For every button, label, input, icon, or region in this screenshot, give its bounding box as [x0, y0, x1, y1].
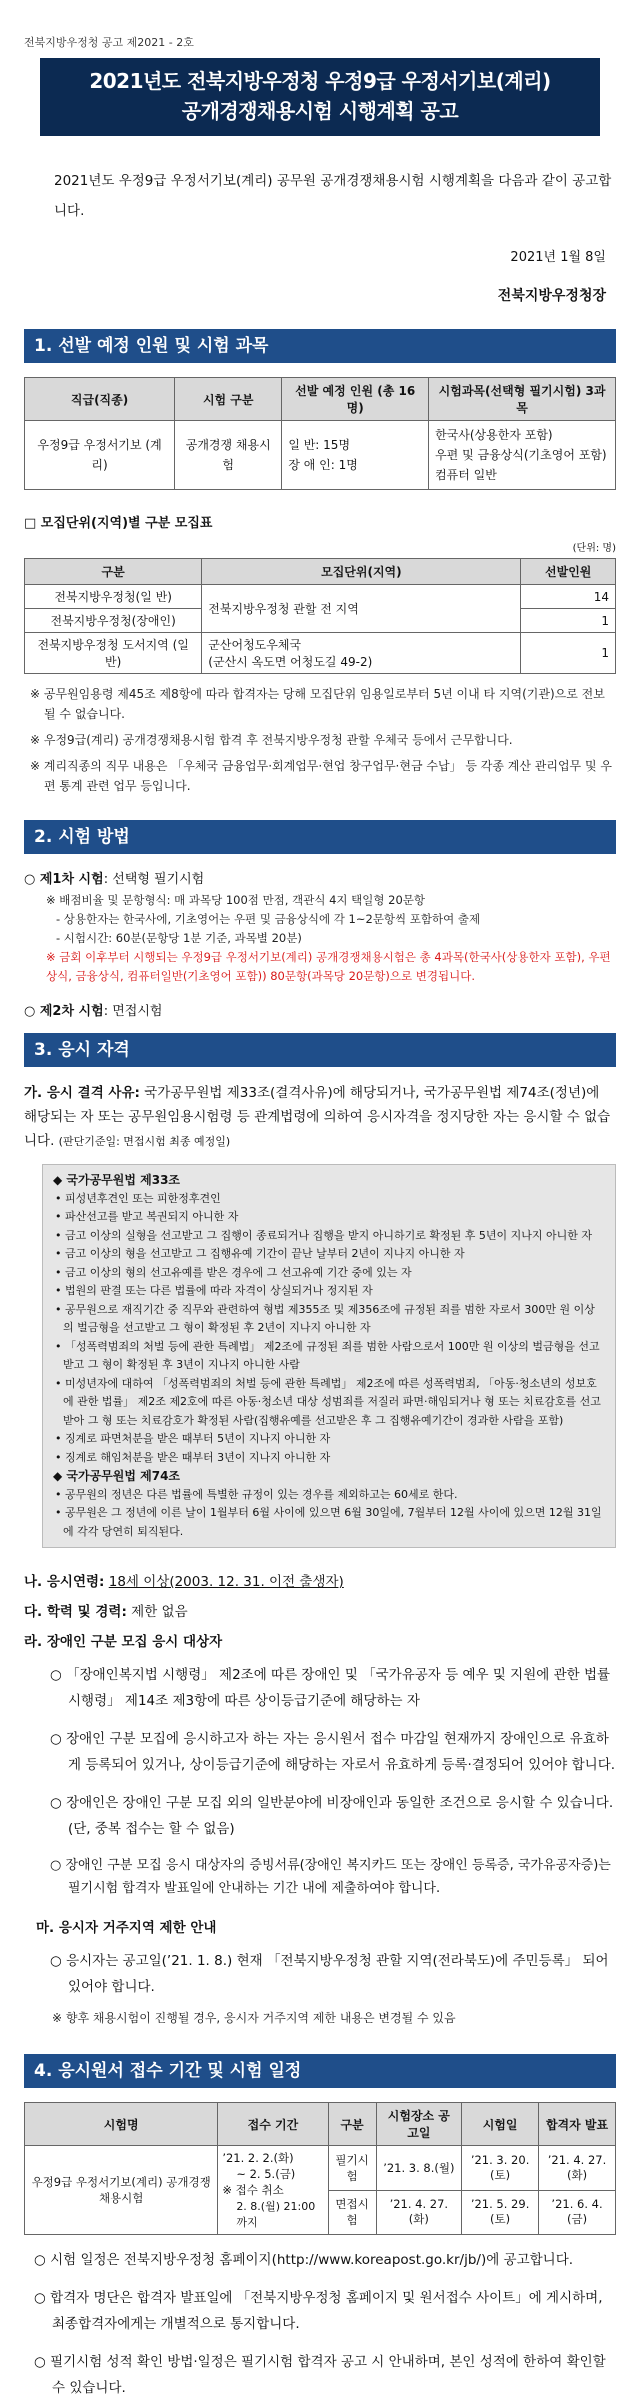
title-line-1: 2021년도 전북지방우정청 우정9급 우정서기보(계리) — [89, 69, 551, 93]
title-line-2: 공개경쟁채용시험 시행계획 공고 — [181, 99, 459, 123]
interview-type: 면접시험 — [328, 2190, 376, 2235]
second-exam — [24, 1000, 616, 1019]
th-exam-name: 시험명 — [25, 2103, 218, 2146]
law-item: • 금고 이상의 형을 선고받고 그 집행유예 기간이 끝난 날부터 2년이 지나지 아니한 자 — [55, 1247, 465, 1260]
th-subjects: 시험과목(선택형 필기시험) 3과목 — [429, 378, 616, 421]
disqualification-basis: (판단기준일: 면접시험 최종 예정일) — [58, 1135, 231, 1148]
row2-count: 1 — [521, 609, 616, 633]
age-requirement — [24, 1570, 616, 1590]
first-exam-label: ○ 제1차 시험 — [24, 872, 104, 887]
row12-region: 전북지방우정청 관할 전 지역 — [202, 585, 521, 633]
law-74-heading: ◆ 국가공무원법 제74조 — [53, 1469, 181, 1483]
cell-exam-type: 공개경쟁 채용시험 — [175, 421, 282, 490]
first-exam-text: : 선택형 필기시험 — [103, 872, 205, 887]
th-grade: 직급(직종) — [25, 378, 175, 421]
notice-date: 2021년 1월 8일 — [510, 250, 606, 265]
schedule-bullet-2: ○ 합격자 명단은 합격자 발표일에 「전북지방우정청 홈페이지 및 원서접수 사이트」에 게시하며, 최종합격자에게는 개별적으로 통지합니다. — [34, 2290, 603, 2332]
row3-region — [202, 633, 521, 674]
th-venue-date: 시험장소 공고일 — [376, 2103, 462, 2146]
residence-item: ○ 응시자는 공고일(’21. 1. 8.) 현재 「전북지방우정청 관할 지역(전라북도)에 주민등록」 되어 있어야 합니다. — [50, 1953, 609, 1995]
law-item: • 법원의 판결 또는 다른 법률에 따라 자격이 상실되거나 정지된 자 — [55, 1284, 373, 1297]
note-1: ※ 공무원임용령 제45조 제8항에 따라 합격자는 당해 모집단위 임용일로부터 5년 이내 타 지역(기관)으로 전보될 수 없습니다. — [30, 687, 605, 721]
row3-region-name: 군산어청도우체국 — [208, 638, 302, 652]
th-region: 모집단위(지역) — [202, 559, 521, 585]
section-1-title: 1. 선발 예정 인원 및 시험 과목 — [24, 329, 616, 363]
age-text: 18세 이상(2003. 12. 31. 이전 출생자) — [108, 1574, 344, 1590]
residence-note: ※ 향후 채용시험이 진행될 경우, 응시자 거주지역 제한 내용은 변경될 수 있음 — [52, 2011, 456, 2025]
unit-label: (단위: 명) — [572, 543, 616, 554]
education-requirement — [24, 1600, 616, 1620]
period-cancel-date: 2. 8.(월) 21:00까지 — [236, 2200, 316, 2229]
disabled-heading: 라. 장애인 구분 모집 응시 대상자 — [24, 1634, 223, 1650]
schedule-bullet-1: ○ 시험 일정은 전북지방우정청 홈페이지(http://www.koreapost.go.kr/jb/)에 공고합니다. — [34, 2252, 574, 2268]
th-category: 구분 — [25, 559, 202, 585]
disqualification-text: 국가공무원법 제33조(결격사유)에 해당되거나, 국가공무원법 제74조(정년)에 해당되는 자 또는 공무원임용시험령 등 관계법령에 의하여 응시자격을 정지당한 자는 응시할 수 없습니다. — [24, 1085, 611, 1149]
title-banner — [40, 58, 600, 136]
age-label: 나. 응시연령: — [24, 1574, 105, 1590]
law-item: • 파산선고를 받고 복권되지 아니한 자 — [55, 1210, 239, 1223]
education-text: 제한 없음 — [131, 1604, 188, 1620]
written-result-date: ’21. 4. 27.(화) — [539, 2146, 616, 2191]
row2-category: 전북지방우정청(장애인) — [25, 609, 202, 633]
law-item: • 피성년후견인 또는 피한정후견인 — [55, 1191, 221, 1205]
note-3: ※ 계리직종의 직무 내용은 「우체국 금융업무·회계업무·현업 창구업무·현금 수납」 등 각종 계산 관리업무 및 우편 통계 관련 업무 등입니다. — [30, 759, 612, 793]
subject-history: 한국사(상용한자 포함) — [435, 428, 553, 442]
cell-grade: 우정9급 우정서기보 (계리) — [25, 421, 175, 490]
note-2: ※ 우정9급(계리) 공개경쟁채용시험 합격 후 전북지방우정청 관할 우체국 등에서 근무합니다. — [30, 733, 513, 747]
disabled-item-4: ○ 장애인 구분 모집 응시 대상자의 증빙서류(장애인 복지카드 또는 장애인 등록증, 국가유공자증)는 필기시험 합격자 발표일에 안내하는 기간 내에 제출하여야 합니다. — [50, 1858, 611, 1896]
row3-region-address: (군산시 옥도면 어청도길 49-2) — [208, 655, 373, 669]
subject-computer: 컴퓨터 일반 — [435, 468, 497, 482]
headcount-general: 일 반: 15명 — [288, 438, 351, 452]
headcount-disabled: 장 애 인: 1명 — [288, 458, 358, 472]
th-count: 선발인원 — [521, 559, 616, 585]
written-venue-date: ’21. 3. 8.(월) — [376, 2146, 462, 2191]
law-33-heading: ◆ 국가공무원법 제33조 — [53, 1173, 181, 1187]
notice-number: 전북지방우정청 공고 제2021 - 2호 — [24, 36, 194, 49]
law-item: • 징계로 해임처분을 받은 때부터 3년이 지나지 아니한 자 — [55, 1450, 331, 1464]
cell-subjects — [429, 421, 616, 490]
scoring-note: ※ 배점비율 및 문항형식: 매 과목당 100점 만점, 객관식 4지 택일형 20문항 — [46, 893, 425, 907]
law-item: • 징계로 파면처분을 받은 때부터 5년이 지나지 아니한 자 — [55, 1432, 331, 1445]
section-4-title: 4. 응시원서 접수 기간 및 시험 일정 — [24, 2054, 616, 2088]
cell-period — [218, 2146, 328, 2235]
law-box — [42, 1164, 616, 1548]
hanja-note: - 상용한자는 한국사에, 기초영어는 우편 및 금융상식에 각 1~2문항씩 포함하여 출제 — [56, 912, 481, 926]
interview-exam-date: ’21. 5. 29.(토) — [462, 2190, 539, 2235]
disqualification — [24, 1081, 616, 1154]
schedule-table — [24, 2102, 616, 2235]
cell-exam-name: 우정9급 우정서기보(계리) 공개경쟁채용시험 — [25, 2146, 218, 2235]
law-item: • 미성년자에 대하여 「성폭력범죄의 처벌 등에 관한 특례법」 제2조에 따른 성폭력범죄, 「아동·청소년의 성보호에 관한 법률」 제2조 제2호에 따른 아동·청소년 대상 성범죄를 저질러 파면·해임되거나 형 또는 치료감호를 선고받아 그 형 또는 치료감호가 확정된 사람(집행유예를 선고받은 후 그 집행유예기간이 경과한 사람을 포함) — [55, 1376, 601, 1427]
section-3-title: 3. 응시 자격 — [24, 1033, 616, 1067]
interview-result-date: ’21. 6. 4.(금) — [539, 2190, 616, 2235]
th-exam-date: 시험일 — [462, 2103, 539, 2146]
second-exam-label: ○ 제2차 시험 — [24, 1004, 104, 1019]
residence-heading: 마. 응시자 거주지역 제한 안내 — [36, 1920, 217, 1936]
written-type: 필기시험 — [328, 2146, 376, 2191]
recruitment-table — [24, 377, 616, 490]
th-exam-type: 시험 구분 — [175, 378, 282, 421]
disabled-item-1: ○ 「장애인복지법 시행령」 제2조에 따른 장애인 및 「국가유공자 등 예우 및 지원에 관한 법률 시행령」 제14조 제3항에 따른 상이등급기준에 해당하는 자 — [50, 1667, 611, 1709]
first-exam — [24, 868, 616, 887]
row3-count: 1 — [521, 633, 616, 674]
law-item: • 금고 이상의 형의 선고유예를 받은 경우에 그 선고유예 기간 중에 있는 자 — [55, 1265, 412, 1279]
education-label: 다. 학력 및 경력: — [24, 1604, 127, 1620]
written-exam-date: ’21. 3. 20.(토) — [462, 2146, 539, 2191]
law-item: • 공무원의 정년은 다른 법률에 특별한 규정이 있는 경우를 제외하고는 60세로 한다. — [55, 1487, 458, 1501]
law-item: • 공무원으로 재직기간 중 직무와 관련하여 형법 제355조 및 제356조에 규정된 죄를 범한 자로서 300만 원 이상의 벌금형을 선고받고 그 형이 확정된 후 2년이 지나지 아니한 자 — [55, 1302, 595, 1334]
th-headcount: 선발 예정 인원 (총 16명) — [282, 378, 429, 421]
period-end: ~ 2. 5.(금) — [236, 2167, 296, 2181]
law-item: • 「성폭력범죄의 처벌 등에 관한 특례법」 제2조에 규정된 죄를 범한 사람으로서 100만 원 이상의 벌금형을 선고받고 그 형이 확정된 후 3년이 지나지 아니한 사람 — [55, 1339, 600, 1371]
interview-venue-date: ’21. 4. 27.(화) — [376, 2190, 462, 2235]
subject-postal: 우편 및 금융상식(기초영어 포함) — [435, 448, 607, 462]
schedule-bullet-3: ○ 필기시험 성적 확인 방법·일정은 필기시험 합격자 공고 시 안내하며, 본인 성적에 한하여 확인할 수 있습니다. — [34, 2354, 606, 2396]
law-item: • 공무원은 그 정년에 이른 날이 1월부터 6월 사이에 있으면 6월 30일에, 7월부터 12월 사이에 있으면 12월 31일에 각각 당연히 퇴직된다. — [55, 1506, 602, 1538]
row3-category: 전북지방우정청 도서지역 (일 반) — [25, 633, 202, 674]
th-period: 접수 기간 — [218, 2103, 328, 2146]
row1-count: 14 — [521, 585, 616, 609]
disabled-item-3: ○ 장애인은 장애인 구분 모집 외의 일반분야에 비장애인과 동일한 조건으로 응시할 수 있습니다.(단, 중복 접수는 할 수 없음) — [50, 1795, 614, 1837]
change-notice: ※ 금회 이후부터 시행되는 우정9급 우정서기보(계리) 공개경쟁채용시험은 총 4과목(한국사(상용한자 포함), 우편상식, 금융상식, 컴퓨터일반(기초영어 포함)) 80문항(과목당 20문항)으로 변경됩니다. — [46, 950, 611, 983]
section-2-title: 2. 시험 방법 — [24, 820, 616, 854]
disabled-item-2: ○ 장애인 구분 모집에 응시하고자 하는 자는 응시원서 접수 마감일 현재까지 장애인으로 유효하게 등록되어 있거나, 상이등급기준에 해당하는 자로서 유효하게 등록·결정되어 있어야 합니다. — [50, 1731, 616, 1773]
disqualification-label: 가. 응시 결격 사유: — [24, 1085, 140, 1101]
period-cancel-label: ※ 접수 취소 — [222, 2183, 284, 2197]
th-type: 구분 — [328, 2103, 376, 2146]
signer: 전북지방우정청장 — [497, 288, 606, 304]
row1-category: 전북지방우정청(일 반) — [25, 585, 202, 609]
th-result-date: 합격자 발표 — [539, 2103, 616, 2146]
region-table-title: □ 모집단위(지역)별 구분 모집표 — [24, 516, 213, 531]
second-exam-text: : 면접시험 — [103, 1004, 163, 1019]
period-start: ’21. 2. 2.(화) — [222, 2151, 294, 2165]
time-note: - 시험시간: 60분(문항당 1분 기준, 과목별 20분) — [56, 931, 302, 945]
intro-text: 2021년도 우정9급 우정서기보(계리) 공무원 공개경쟁채용시험 시행계획을 다음과 같이 공고합니다. — [54, 173, 612, 219]
law-item: • 금고 이상의 실형을 선고받고 그 집행이 종료되거나 집행을 받지 아니하기로 확정된 후 5년이 지나지 아니한 자 — [55, 1228, 592, 1242]
cell-headcount — [282, 421, 429, 490]
region-table — [24, 558, 616, 674]
